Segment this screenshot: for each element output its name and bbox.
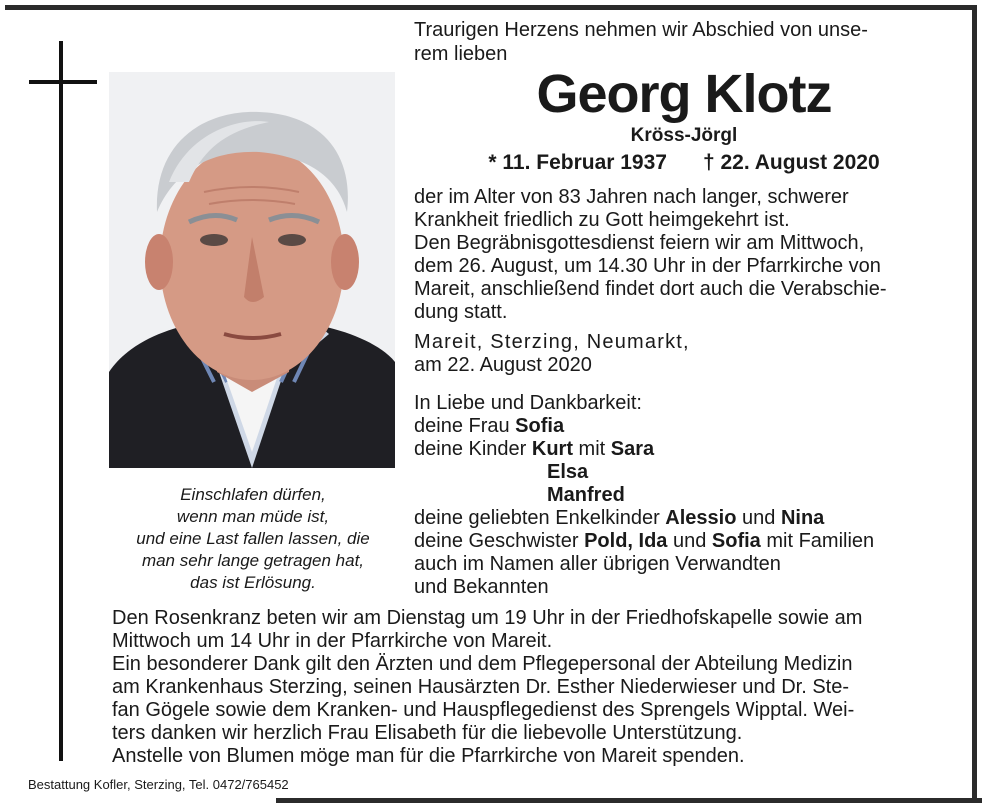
poem-line: man sehr lange getragen hat, bbox=[141, 551, 365, 570]
life-dates bbox=[414, 149, 954, 177]
portrait-photo bbox=[109, 72, 395, 468]
place-line: Mareit, Sterzing, Neumarkt, bbox=[414, 331, 690, 353]
poem-line: wenn man müde ist, bbox=[176, 507, 330, 526]
place-date bbox=[414, 331, 690, 377]
body-line: Mareit, anschließend findet dort auch die Verabschie- bbox=[414, 278, 887, 300]
closing-text bbox=[112, 607, 862, 768]
mourner-siblings: deine Geschwister Pold, Ida und Sofia mit Familien bbox=[414, 530, 875, 552]
mourner-wife: deine Frau Sofia bbox=[414, 415, 565, 437]
poem-line: und eine Last fallen lassen, die bbox=[136, 529, 370, 548]
intro-text bbox=[414, 18, 954, 66]
poem-line: Einschlafen dürfen, bbox=[180, 485, 326, 504]
relatives-line: auch im Namen aller übrigen Verwandten bbox=[414, 553, 781, 575]
cross-horizontal-bar bbox=[29, 80, 97, 84]
closing-line: Ein besonderer Dank gilt den Ärzten und dem Pflegepersonal der Abteilung Medizin bbox=[112, 653, 853, 675]
body-line: dung statt. bbox=[414, 301, 508, 323]
birth-date: * 11. Februar 1937 bbox=[488, 151, 667, 174]
poem-line: das ist Erlösung. bbox=[190, 573, 316, 592]
poem bbox=[108, 484, 398, 594]
intro-line: Traurigen Herzens nehmen wir Abschied von unse- bbox=[414, 19, 868, 41]
mourner-children: deine Kinder Kurt mit Sara bbox=[414, 438, 655, 460]
closing-line: am Krankenhaus Sterzing, seinen Hausärzten Dr. Esther Niederwieser und Dr. Ste- bbox=[112, 676, 850, 698]
body-line: Den Begräbnisgottesdienst feiern wir am Mittwoch, bbox=[414, 232, 865, 254]
portrait-illustration bbox=[109, 72, 395, 468]
body-line: dem 26. August, um 14.30 Uhr in der Pfarrkirche von bbox=[414, 255, 881, 277]
mourners-list bbox=[414, 392, 874, 599]
body-line: der im Alter von 83 Jahren nach langer, schwerer bbox=[414, 186, 849, 208]
relatives-line: und Bekannten bbox=[414, 576, 549, 598]
body-line: Krankheit friedlich zu Gott heimgekehrt ist. bbox=[414, 209, 790, 231]
closing-line: ters danken wir herzlich Frau Elisabeth für die liebevolle Unterstützung. bbox=[112, 722, 743, 744]
date-line: am 22. August 2020 bbox=[414, 354, 592, 376]
deceased-name: Georg Klotz bbox=[536, 64, 832, 124]
page-border-bottom bbox=[276, 798, 982, 803]
mourner-grandchildren: deine geliebten Enkelkinder Alessio und Nina bbox=[414, 507, 825, 529]
deceased-nickname: Kröss-Jörgl bbox=[630, 125, 738, 146]
intro-line: rem lieben bbox=[414, 43, 508, 65]
mourner-child: Elsa bbox=[547, 461, 589, 483]
closing-line: Anstelle von Blumen möge man für die Pfarrkirche von Mareit spenden. bbox=[112, 745, 745, 767]
death-date: † 22. August 2020 bbox=[702, 151, 880, 174]
funeral-home-credit: Bestattung Kofler, Sterzing, Tel. 0472/765452 bbox=[28, 777, 289, 792]
closing-line: fan Gögele sowie dem Kranken- und Hauspflegedienst des Sprengels Wipptal. Wei- bbox=[112, 699, 855, 721]
mourners-heading: In Liebe und Dankbarkeit: bbox=[414, 392, 642, 414]
mourner-child: Manfred bbox=[547, 484, 625, 506]
cross-vertical-bar bbox=[59, 41, 63, 761]
closing-line: Den Rosenkranz beten wir am Dienstag um 19 Uhr in der Friedhofskapelle sowie am bbox=[112, 607, 863, 629]
announcement-body bbox=[414, 186, 887, 324]
closing-line: Mittwoch um 14 Uhr in der Pfarrkirche von Mareit. bbox=[112, 630, 553, 652]
